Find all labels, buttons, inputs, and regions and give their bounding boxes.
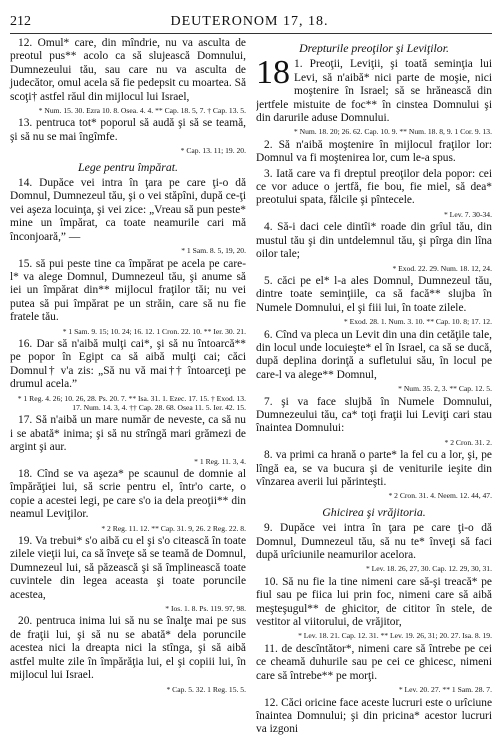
cross-reference: * Lev. 7. 30-34. bbox=[443, 209, 492, 219]
cross-reference: * Lev. 18. 21. Cap. 12. 31. ** Lev. 19. 26, 31; 20. 27. Isa. 8. 19. bbox=[298, 631, 492, 641]
right-column bbox=[256, 37, 492, 737]
chapter-number: 18 bbox=[256, 58, 290, 92]
verse: 13. pentruca tot* poporul să audă şi să se teamă, şi să nu se mai îngîmfe. bbox=[10, 117, 246, 143]
header-rule bbox=[10, 33, 492, 34]
verse-text: 1. Preoţii, Leviţii, şi toată seminţia lui Levi, să n'aibă* nici parte de moşie, nici moştenire în Israel; să se hrănească din jertfele mistuite de foc** în cinstea Domnului şi din darurile aduse Domnului. bbox=[256, 58, 492, 125]
section-heading: Ghicirea şi vrăjitoria. bbox=[322, 504, 426, 519]
section-heading: Drepturile preoţilor şi Leviţilor. bbox=[299, 41, 449, 55]
cross-reference: * Exod. 22. 29. Num. 18. 12, 24. bbox=[392, 263, 492, 273]
cross-reference: * Cap. 5. 32. 1 Reg. 15. 5. bbox=[166, 684, 246, 694]
verse: 15. să pui peste tine ca împărat pe acela pe care-l* va alege Domnul, Dumnezeul tău, şi anume să iei un împărat din** mijlocul fraţilor tăi; nu vei putea să pui împărat pe un străin, care să nu fie fratele tău. bbox=[10, 257, 246, 324]
verse: 14. Dupăce vei intra în ţara pe care ţi-o dă Domnul, Dumnezeul tău, şi o vei stăpîni, după ce-ţi vei aşeza locuinţa, şi vei zice: „Vreau să pun peste* mine un împărat, ca toate neamurile cari mă înconjoară,” — bbox=[10, 177, 246, 243]
cross-reference: * Ios. 1. 8. Ps. 119. 97, 98. bbox=[165, 604, 246, 614]
cross-reference: * 1 Sam. 9. 15; 10. 24; 16. 12. 1 Cron. 22. 10. ** Ier. 30. 21. bbox=[62, 326, 246, 336]
verse: 17. Să n'aibă un mare număr de neveste, ca să nu i se abată* inima; şi să nu strîngă mari grămezi de argint şi aur. bbox=[10, 414, 246, 454]
verse: 19. Va trebui* s'o aibă cu el şi s'o citească în toate zilele vieţii lui, ca să înveţe să se teamă de Domnul, Dumnezeul lui, să păzească şi să împlinească toate cuvintele din legea aceasta şi toate poruncile acestea, bbox=[10, 535, 246, 601]
verse: 12. Omul* care, din mîndrie, nu va asculta de preotul pus** acolo ca să slujească Domnului, Dumnezeului tău, sau care nu va asculta de judecător, omul acela să fie pedepsit cu moartea. Să scoţi† astfel răul din mijlocul lui Israel, bbox=[10, 37, 246, 103]
left-column bbox=[10, 37, 246, 737]
verse: 12. Căci oricine face aceste lucruri este o urîciune înaintea Domnului; şi din pricina* acestor lucruri va izgoni bbox=[256, 696, 492, 736]
verse: 20. pentruca inima lui să nu se înalţe mai pe sus de fraţii lui, şi să nu se abată* dela poruncile acestea nici la dreapta nici la stînga, şi să aibă astfel multe zile în împărăţia lui, el şi copiii lui, în mijlocul lui Israel. bbox=[10, 615, 246, 682]
verse: 9. Dupăce vei intra în ţara pe care ţi-o dă Domnul, Dumnezeul tău, să nu te* înveţi să faci după urîciunile neamurilor acelora. bbox=[256, 522, 492, 562]
verse: 16. Dar să n'aibă mulţi cai*, şi să nu întoarcă** pe popor în Egipt ca să aibă mulţi cai; căci Domnul† v'a zis: „Să nu vă mai†† întoarceţi pe drumul acela.” bbox=[10, 337, 246, 391]
verse: 6. Cînd va pleca un Levit din una din cetăţile tale, din locul unde locuieşte* el în Israel, ca să se ducă, după deplina dorinţă a sufletului său, în locul pe care-l va alege** Domnul, bbox=[256, 328, 492, 381]
verse: 4. Să-i daci cele dintîi* roade din grîul tău, din mustul tău şi din untdelemnul tău, şi pîrga din lîna oilor tale; bbox=[256, 221, 492, 261]
page-number: 212 bbox=[10, 14, 31, 29]
verse: 11. de descîntător*, nimeni care să întrebe pe cei ce cheamă duhurile sau pe cei ce ghicesc, nimeni care să întrebe** pe morţi. bbox=[256, 642, 492, 682]
cross-reference: * Num. 18. 20; 26. 62. Cap. 10. 9. ** Num. 18. 8, 9. 1 Cor. 9. 13. bbox=[293, 127, 492, 137]
cross-reference: * Lev. 18. 26, 27, 30. Cap. 12. 29, 30, 31. bbox=[365, 564, 492, 574]
verse: 8. va primi ca hrană o parte* la fel cu a lor, şi, pe lîngă ea, se va bucura şi de veniturile ieşite din vînzarea averii lui părinteşti. bbox=[256, 449, 492, 488]
cross-reference: * Num. 35. 2, 3. ** Cap. 12. 5. bbox=[398, 384, 492, 394]
verse: 7. şi va face slujbă în Numele Domnului, Dumnezeului tău, ca* toţi fraţii lui Leviţi cari stau înaintea Domnului: bbox=[256, 395, 492, 435]
cross-reference: * Cap. 13. 11; 19. 20. bbox=[180, 146, 246, 156]
cross-reference: * 2 Cron. 31. 2. bbox=[444, 437, 492, 447]
cross-reference: * 2 Reg. 11. 12. ** Cap. 31. 9, 26. 2 Reg. 22. 8. bbox=[101, 523, 246, 533]
verse: 10. Să nu fie la tine nimeni care să-şi treacă* pe fiul sau pe fiica lui prin foc, nimeni care să aibă meşteşugul** de ghicitor, de cititor în stele, de vestitor al viitorului, de vrăjitor, bbox=[256, 575, 492, 629]
running-title: DEUTERONOM 17, 18. bbox=[170, 14, 329, 29]
chapter-start bbox=[256, 58, 492, 125]
verse: 2. Să n'aibă moştenire în mijlocul fraţilor lor: Domnul va fi moştenirea lor, cum le-a spus. bbox=[256, 138, 492, 165]
two-column-text bbox=[10, 37, 492, 737]
cross-reference: * Lev. 20. 27. ** 1 Sam. 28. 7. bbox=[398, 685, 492, 695]
page-header bbox=[10, 14, 492, 30]
cross-reference: * 1 Reg. 11. 3, 4. bbox=[194, 456, 246, 466]
cross-reference: * 1 Reg. 4. 26; 10. 26, 28. Ps. 20. 7. ** Isa. 31. 1. Ezec. 17. 15. † Exod. 13. 17. Num. 14. 3, 4. †† Cap. 28. 68. Osea 11. 5. Ier. 42. 15. bbox=[17, 393, 246, 412]
verse: 3. Iată care va fi dreptul preoţilor dela popor: cei ce vor aduce o jertfă, fie bou, fie miel, să dea* preotului spata, fălcile şi pîntecele. bbox=[256, 167, 492, 207]
cross-reference: * 2 Cron. 31. 4. Neem. 12. 44, 47. bbox=[388, 491, 492, 501]
cross-reference: * 1 Sam. 8. 5, 19, 20. bbox=[181, 246, 246, 256]
cross-reference: * Num. 15. 30. Ezra 10. 8. Osea. 4. 4. ** Cap. 18. 5, 7. † Cap. 13. 5. bbox=[38, 106, 246, 116]
section-heading: Lege pentru împărat. bbox=[78, 159, 178, 174]
cross-reference: * Exod. 28. 1. Num. 3. 10. ** Cap. 10. 8; 17. 12. bbox=[343, 317, 492, 327]
verse: 18. Cînd se va aşeza* pe scaunul de domnie al împărăţiei lui, să scrie pentru el, într'o carte, o copie a acestei legi, pe care s'o ia dela preoţii** din neamul Leviţilor. bbox=[10, 468, 246, 521]
verse: 5. căci pe el* l-a ales Domnul, Dumnezeul tău, dintre toate seminţiile, ca să facă** slujba în Numele Domnului, el şi fiii lui, în toate zilele. bbox=[256, 274, 492, 314]
